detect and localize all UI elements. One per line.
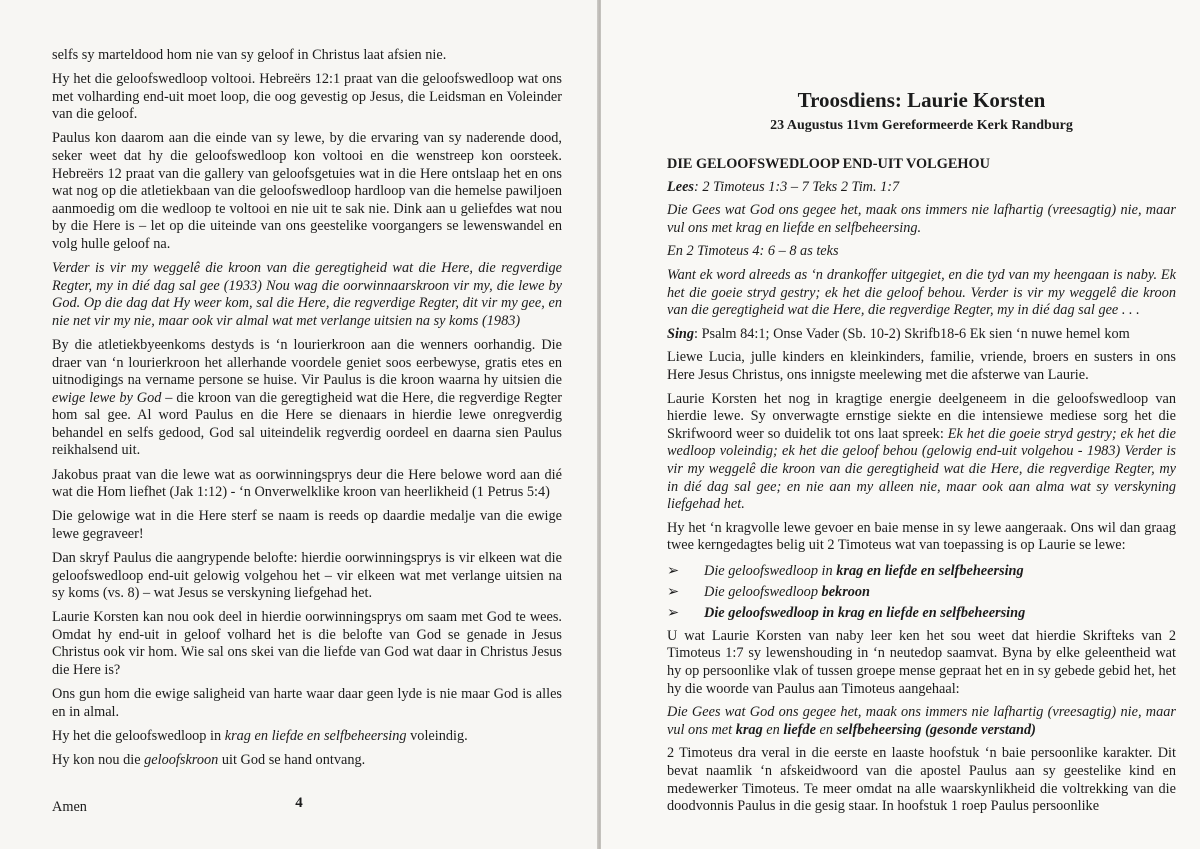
body-paragraph xyxy=(667,628,1176,698)
text-run: liefde xyxy=(783,721,816,738)
text-run: Die geloofswedloop in krag en liefde en selfbeheersing xyxy=(704,604,1026,621)
key-thought-item xyxy=(667,582,1176,603)
body-paragraph xyxy=(667,179,1176,197)
text-run: Die geloofswedloop xyxy=(704,583,822,600)
body-paragraph xyxy=(52,71,562,124)
text-run: uit God se hand ontvang. xyxy=(218,751,366,768)
body-paragraph xyxy=(52,130,562,253)
body-paragraph xyxy=(667,243,1176,261)
text-run: Die gelowige wat in die Here sterf se naam is reeds op daardie medalje van die ewige lewe gegraveer! xyxy=(52,508,562,542)
body-paragraph xyxy=(52,508,562,543)
text-run: Hy het die geloofswedloop voltooi. Hebreërs 12:1 praat van die geloofswedloop wat ons met volharding end-uit moet loop, die oog gevestig op Jesus, die Leidsman en Voleinder van die geloof. xyxy=(52,71,562,123)
text-run: Lees xyxy=(667,178,694,195)
key-thought-text xyxy=(704,582,870,603)
text-run: krag en liefde en selfbeheersing xyxy=(836,562,1024,579)
body-paragraph xyxy=(667,745,1176,815)
sermon-heading: DIE GELOOFSWEDLOOP END-UIT VOLGEHOU xyxy=(667,156,990,172)
text-run: geloofskroon xyxy=(144,751,219,768)
text-run: Hy kon nou die xyxy=(52,751,145,768)
body-paragraph xyxy=(52,609,562,679)
body-paragraph xyxy=(667,202,1176,237)
text-run: en xyxy=(815,721,837,738)
body-paragraph xyxy=(52,337,562,460)
text-run: krag en liefde en selfbeheersing xyxy=(224,727,407,744)
key-thoughts-list xyxy=(667,561,1176,624)
text-run: Dan skryf Paulus die aangrypende belofte: hierdie oorwinningsprys is vir elkeen wat die geloofswedloop end-uit gelowig volgehou het – vir elkeen wat met verlange uitsien na sy koms (vs. 8) – wat Jesus se verskyning liefgehad het. xyxy=(52,549,562,602)
body-paragraph xyxy=(52,550,562,603)
body-paragraph xyxy=(52,47,562,65)
text-run: Paulus kon daarom aan die einde van sy lewe, by die ervaring van sy naderende dood, seker weet dat hy die geloofswedloop kon voltooi en die wenstreep kon oorsteek. Hebreërs 12 praat van die gallery van geloofsgetuies wat in die Here ontslaap het en ons wat nog op die atletiekbaan van die geloofswedloop hardloop van die hemelse pawiljoen aanmoedig om die wedloop te voltooi en nie uit te sak nie. Dink aan u geliefdes wat nou by die Here is – let op die uiteinde van ons geestelike voorgangers se lewenswandel en volg hulle geloof na. xyxy=(52,130,562,252)
key-thought-text xyxy=(704,561,1024,582)
left-page xyxy=(0,0,598,849)
text-run: – die kroon van die geregtigheid wat die Here, die regverdige Regter hom sal gee. Al word Paulus en die Here se dienaars in hierdie lewe onregverdig behandel en selfs gedood, God sal uiteindelik regverdig oordeel en daarna sien Paulus reikhalsend uit. xyxy=(52,389,562,459)
body-paragraph xyxy=(667,704,1176,739)
text-run: krag xyxy=(735,721,763,738)
text-run: selfbeheersing (gesonde verstand) xyxy=(836,721,1036,738)
text-run: en xyxy=(762,721,784,738)
text-run: bekroon xyxy=(821,583,871,600)
service-subtitle: 23 Augustus 11vm Gereformeerde Kerk Randburg xyxy=(770,118,1073,133)
text-run: 2 Timoteus dra veral in die eerste en laaste hoofstuk ‘n baie persoonlike karakter. Dit bevat naamlik ‘n afskeidwoord van die apostel Paulus aan sy geestelike kind en medewerker Timoteus. Te meer omdat na alle waarskynlikheid die voltrekking van die doodvonnis Paulus in die gesig staar. In hoofstuk 1 roep Paulus persoonlike xyxy=(667,745,1176,815)
text-run: U wat Laurie Korsten van naby leer ken het sou weet dat hierdie Skrifteks van 2 Timoteus 1:7 sy lewenshouding in ‘n neutedop saamvat. Byna by elke geleentheid wat hy op persoonlike vlak of tussen groepe mense gepraat het en in sy gebede gebid het, het hy die woorde van Paulus aan Timoteus aangehaal: xyxy=(667,627,1176,697)
text-run: : 2 Timoteus 1:3 – 7 Teks 2 Tim. 1:7 xyxy=(694,178,900,195)
text-run: Die Gees wat God ons gegee het, maak ons immers nie lafhartig (vreesagtig) nie, maar vul ons met xyxy=(667,704,1176,738)
text-run: Laurie Korsten kan nou ook deel in hierdie oorwinningsprys om saam met God te wees. Omdat hy end-uit in geloof volhard het is die belofte van God se genade in Jesus Christus ook vir hom. Wie sal ons skei van die liefde van God wat daar in Christus Jesus die Here is? xyxy=(52,609,562,678)
text-run: Laurie Korsten het nog in kragtige energie deelgeneem in die geloofswedloop van hierdie lewe. Sy onverwagte ernstige siekte en die intensiewe mediese sorg het die Skrifwoord weer so duidelik tot ons laat spreek: xyxy=(667,390,1176,442)
body-paragraph xyxy=(667,520,1176,555)
body-paragraph xyxy=(667,349,1176,384)
text-run: Liewe Lucia, julle kinders en kleinkinders, familie, vriende, broers en susters in ons Here Jesus Christus, ons innigste meelewing met die afsterwe van Laurie. xyxy=(667,349,1176,383)
text-run: Verder is vir my weggelê die kroon van die geregtigheid wat die Here, die regverdige Regter, my in dié dag sal gee (1933) Nou wag die oorwinnaarskroon vir my, die lewe by God. Op die dag dat Hy weer kom, sal die Here, die regverdige Regter, dit vir my gee, en nie net vir my nie, maar ook vir almal wat met verlange uitsien na sy koms (1983) xyxy=(52,260,562,329)
arrow-bullet-icon: ➢ xyxy=(667,583,679,600)
body-paragraph xyxy=(52,467,562,502)
text-run: Die geloofswedloop in xyxy=(704,562,837,579)
text-run: ewige lewe by God xyxy=(52,389,162,406)
body-paragraph xyxy=(52,752,562,770)
right-page-body xyxy=(667,179,1176,555)
closing-amen: Amen xyxy=(52,799,87,816)
text-run: selfs sy marteldood hom nie van sy geloof in Christus laat afsien nie. xyxy=(52,47,447,63)
text-run: voleindig. xyxy=(406,727,468,744)
key-thought-item xyxy=(667,561,1176,582)
body-paragraph xyxy=(667,267,1176,320)
body-paragraph xyxy=(52,686,562,721)
arrow-bullet-icon: ➢ xyxy=(667,604,679,621)
left-page-body xyxy=(52,47,562,769)
text-run: En 2 Timoteus 4: 6 – 8 as teks xyxy=(667,243,839,260)
text-run: Die Gees wat God ons gegee het, maak ons immers nie lafhartig (vreesagtig) nie, maar vul ons met krag en liefde en selfbeheersing. xyxy=(667,202,1176,236)
right-page xyxy=(601,0,1200,849)
text-run: Want ek word alreeds as ‘n drankoffer uitgegiet, en die tyd van my heengaan is naby. Ek het die goeie stryd gestry; ek het die geloof behou. Verder is vir my weggelê die kroon van die geregtigheid wat die Here, die regverdige Regter, my in dié dag sal gee . . . xyxy=(667,266,1176,319)
text-run: Sing xyxy=(667,325,695,342)
right-page-continuation xyxy=(667,628,1176,816)
service-title: Troosdiens: Laurie Korsten xyxy=(797,88,1046,112)
key-thought-item xyxy=(667,603,1176,624)
body-paragraph xyxy=(667,326,1176,344)
body-paragraph xyxy=(52,260,562,330)
body-paragraph xyxy=(52,728,562,746)
arrow-bullet-icon: ➢ xyxy=(667,562,679,579)
text-run: Ek het die goeie stryd gestry; ek het die wedloop voleindig; ek het die geloof behou (gelowig end-uit volgehou - 1983) Verder is vir my weggelê die kroon van die geregtigheid wat die Here, die regverdige Regter, my in dié dag sal gee; en nie aan my alleen nie, maar ook aan alma wat sy verskyning liefgehad het. xyxy=(667,425,1176,513)
body-paragraph xyxy=(667,391,1176,514)
text-run: : Psalm 84:1; Onse Vader (Sb. 10-2) Skrifb18-6 Ek sien ‘n nuwe hemel kom xyxy=(694,325,1130,342)
text-run: Ons gun hom die ewige saligheid van harte waar daar geen lyde is nie maar God is alles en in almal. xyxy=(52,686,562,720)
text-run: Hy het die geloofswedloop in xyxy=(52,727,225,744)
text-run: Hy het ‘n kragvolle lewe gevoer en baie mense in sy lewe aangeraak. Ons wil dan graag twee kerngedagtes belig uit 2 Timoteus wat van toepassing is op Laurie se lewe: xyxy=(667,519,1176,554)
page-number: 4 xyxy=(295,795,303,811)
key-thought-text xyxy=(704,603,1025,624)
text-run: By die atletiekbyeenkoms destyds is ‘n lourierkroon aan die wenners oorhandig. Die draer van ‘n lourierkroon het allerhande voordele geniet soos eerbewyse, gratis etes en uitnodigings na vername persone se huise. Vir Paulus is die kroon waarna hy uitsien die xyxy=(52,336,562,389)
text-run: Jakobus praat van die lewe wat as oorwinningsprys deur die Here belowe word aan dié wat die Hom liefhet (Jak 1:12) - ‘n Onverwelklike kroon van heerlikheid (1 Petrus 5:4) xyxy=(52,466,562,501)
